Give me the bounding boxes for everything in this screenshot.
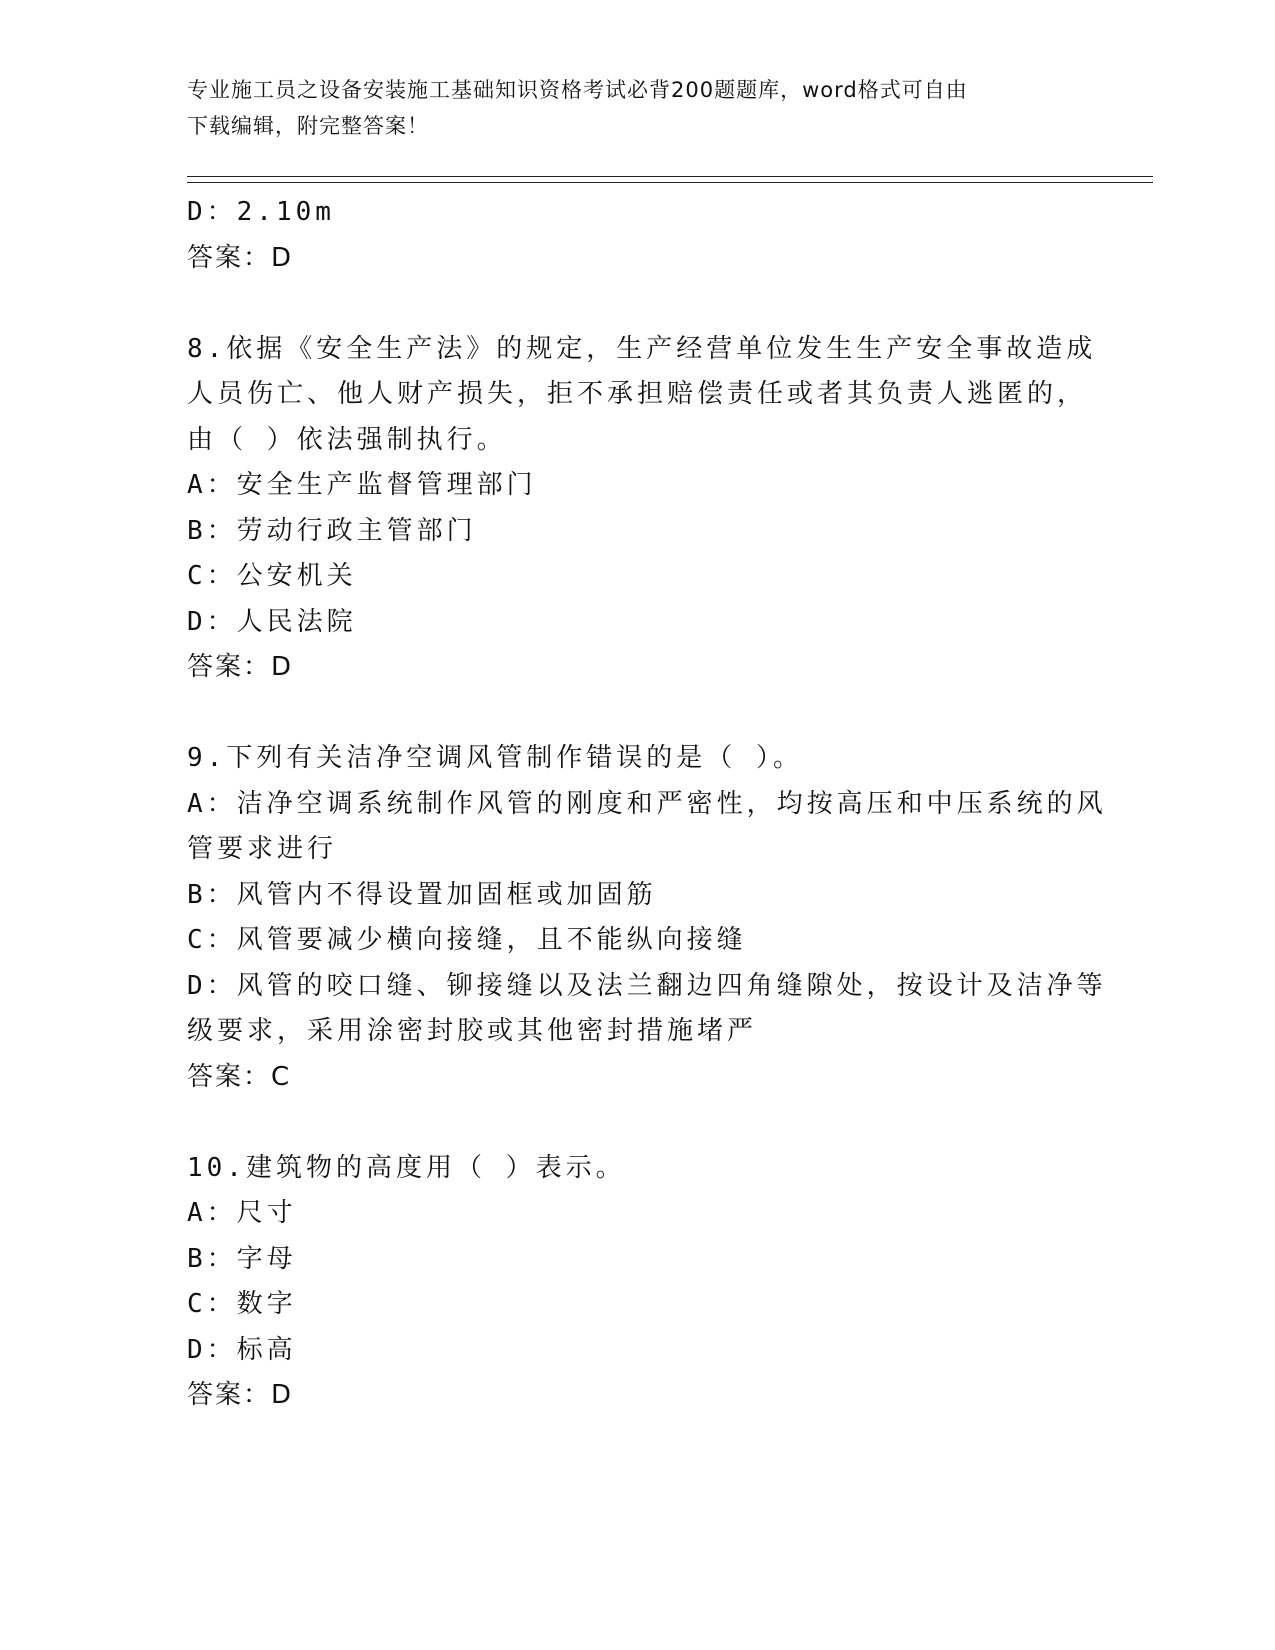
answer-line: 答案：C	[187, 1061, 292, 1092]
spacer	[187, 691, 1087, 737]
option-d: D：标高	[187, 1334, 297, 1365]
question-list	[187, 190, 1107, 1419]
option-d: D：风管的咬口缝、铆接缝以及法兰翻边四角缝隙处，按设计及洁净等	[187, 970, 1107, 1001]
option-d: D：人民法院	[187, 606, 357, 637]
question-8	[187, 327, 1097, 691]
question-stem: 人员伤亡、他人财产损失，拒不承担赔偿责任或者其负责人逃匿的，	[187, 379, 1088, 409]
header-line-1: 专业施工员之设备安装施工基础知识资格考试必背200题题库，word格式可自由	[187, 78, 968, 102]
header-line-2: 下载编辑，附完整答案！	[187, 114, 429, 138]
question-stem: 9.下列有关洁净空调风管制作错误的是（ ）。	[187, 743, 803, 773]
spacer	[187, 281, 1087, 327]
option-b: B：劳动行政主管部门	[187, 515, 477, 546]
option-d: D：2.10m	[187, 197, 335, 227]
option-b: B：风管内不得设置加固框或加固筋	[187, 879, 657, 910]
question-10	[187, 1146, 1087, 1419]
question-stem: 10.建筑物的高度用（ ）表示。	[187, 1152, 626, 1183]
answer-line: 答案：D	[187, 242, 294, 273]
option-c: C：风管要减少横向接缝，且不能纵向接缝	[187, 925, 747, 955]
option-a: A：安全生产监督管理部门	[187, 470, 537, 500]
header-rule-bottom	[187, 182, 1153, 183]
option-a: A：尺寸	[187, 1198, 297, 1228]
option-c: C：公安机关	[187, 561, 357, 591]
document-header	[187, 72, 1067, 144]
option-a-continued: 管要求进行	[187, 834, 338, 864]
answer-line: 答案：D	[187, 1380, 294, 1410]
answer-line: 答案：D	[187, 652, 294, 682]
option-d-continued: 级要求，采用涂密封胶或其他密封措施堵严	[187, 1016, 758, 1046]
spacer	[187, 1100, 1087, 1146]
header-rule-top	[187, 176, 1153, 177]
option-b: B：字母	[187, 1243, 297, 1274]
question-9	[187, 736, 1107, 1100]
option-c: C：数字	[187, 1289, 297, 1319]
question-stem: 8.依据《安全生产法》的规定，生产经营单位发生生产安全事故造成	[187, 333, 1097, 364]
previous-question-tail	[187, 190, 1087, 281]
question-stem: 由（ ）依法强制执行。	[187, 424, 507, 455]
option-a: A：洁净空调系统制作风管的刚度和严密性，均按高压和中压系统的风	[187, 788, 1107, 819]
